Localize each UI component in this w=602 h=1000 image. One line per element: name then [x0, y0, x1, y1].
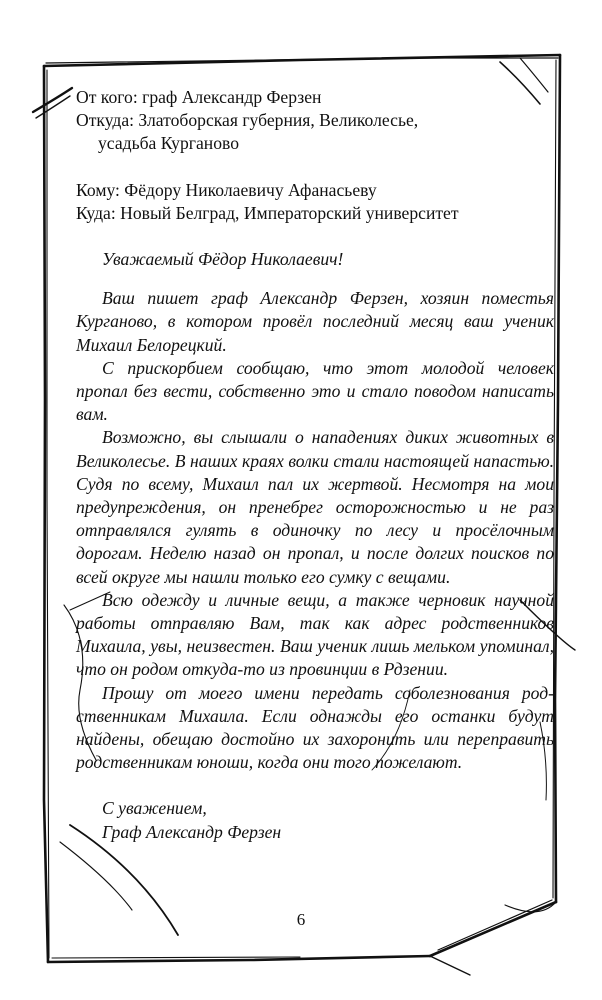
- paragraph: Прошу от моего имени передать соболезнования родственникам Михаила. Если однажды его останки будут найдены, обещаю достойно их захоронить или переправить родственникам юноши, когда они того пожелают.: [76, 682, 554, 773]
- from-line: От кого: граф Александр Ферзен: [76, 87, 322, 107]
- paragraph: Возможно, вы слышали о нападениях диких животных в Великолесье. В наших краях волки стали настоящей напастью. Судя по всему, Михаил пал их жертвой. Несмотря на мои предупреждения, он пренебрег осторожностью и не раз отправлялся гулять в одиночку по лесу и просёлочным дорогам. Неделю назад он пропал, и после долгих поисков по всей округе мы нашли только его сумку с вещами.: [76, 427, 554, 587]
- paragraph: Всю одежду и личные вещи, а также черновик научной работы отправляю Вам, так как адрес родственников Михаила, увы, неизвестен. Ваш ученик лишь мельком упоминал, что он родом откуда-то из провинции в Рдзении.: [76, 589, 554, 680]
- where-from-line: Откуда: Златоборская губерния, Великолесье,: [76, 110, 419, 131]
- paragraph: С прискорбием сообщаю, что этот молодой человек пропал без вести, собственно это и стало поводом написать вам.: [76, 357, 554, 425]
- page-number: 6: [296, 910, 306, 929]
- paragraph: Ваш пишет граф Александр Ферзен, хозяин поместья Курганово, в котором провёл последний месяц ваш ученик Михаил Белорецкий.: [76, 288, 554, 355]
- to-line: Кому: Фёдору Николаевичу Афанасьеву: [76, 179, 377, 200]
- where-from-line-cont: усадьба Курганово: [98, 133, 239, 154]
- letter: [76, 86, 554, 844]
- greeting: Уважаемый Фёдор Николаевич!: [102, 249, 344, 270]
- where-to-line: Куда: Новый Белград, Императорский университет: [76, 202, 459, 223]
- signature: Граф Александр Ферзен: [102, 821, 282, 842]
- closing: С уважением,: [102, 798, 207, 819]
